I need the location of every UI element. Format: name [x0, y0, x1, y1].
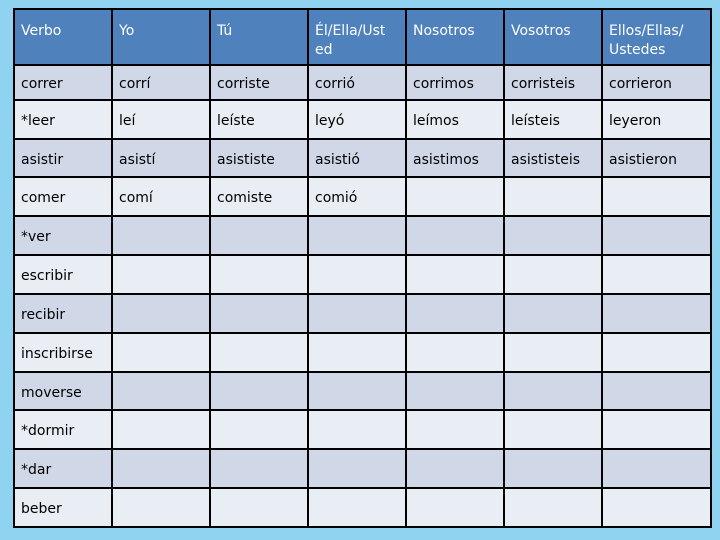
conjugation-cell	[210, 372, 308, 411]
table-row	[14, 333, 711, 372]
verb-cell: *leer	[14, 100, 112, 139]
verb-cell: recibir	[14, 294, 112, 333]
conjugation-cell	[308, 488, 406, 527]
conjugation-cell	[112, 449, 210, 488]
conjugation-cell	[112, 488, 210, 527]
header-ellos-ellas-ustedes: Ellos/Ellas/ Ustedes	[602, 9, 711, 65]
verb-cell: inscribirse	[14, 333, 112, 372]
conjugation-cell	[504, 488, 602, 527]
conjugation-cell	[504, 372, 602, 411]
conjugation-cell	[504, 449, 602, 488]
conjugation-cell	[308, 294, 406, 333]
conjugation-cell	[406, 410, 504, 449]
conjugation-cell: asistí	[112, 139, 210, 178]
conjugation-cell	[210, 449, 308, 488]
conjugation-cell: asististe	[210, 139, 308, 178]
conjugation-cell	[112, 255, 210, 294]
table-row	[14, 177, 711, 216]
conjugation-cell	[504, 410, 602, 449]
verb-cell: *ver	[14, 216, 112, 255]
table-row	[14, 449, 711, 488]
conjugation-cell	[308, 410, 406, 449]
conjugation-cell	[602, 255, 711, 294]
conjugation-table	[13, 8, 712, 528]
table-row	[14, 255, 711, 294]
conjugation-cell	[308, 372, 406, 411]
verb-cell: asistir	[14, 139, 112, 178]
table-row	[14, 488, 711, 527]
conjugation-cell	[504, 333, 602, 372]
verb-cell: moverse	[14, 372, 112, 411]
conjugation-cell	[602, 372, 711, 411]
conjugation-cell: comiste	[210, 177, 308, 216]
conjugation-cell	[406, 216, 504, 255]
conjugation-cell: corrimos	[406, 65, 504, 99]
conjugation-cell: corrieron	[602, 65, 711, 99]
conjugation-cell	[210, 255, 308, 294]
table-row	[14, 372, 711, 411]
conjugation-cell	[210, 410, 308, 449]
conjugation-cell	[406, 372, 504, 411]
header-yo: Yo	[112, 9, 210, 65]
conjugation-cell	[602, 333, 711, 372]
header-verbo: Verbo	[14, 9, 112, 65]
conjugation-cell	[210, 333, 308, 372]
verb-cell: correr	[14, 65, 112, 99]
conjugation-cell	[406, 449, 504, 488]
conjugation-cell: corriste	[210, 65, 308, 99]
conjugation-cell	[406, 488, 504, 527]
conjugation-cell: leímos	[406, 100, 504, 139]
conjugation-cell: asististeis	[504, 139, 602, 178]
table-row	[14, 139, 711, 178]
header-row	[14, 9, 711, 65]
header-vosotros: Vosotros	[504, 9, 602, 65]
conjugation-cell	[112, 372, 210, 411]
table-row	[14, 410, 711, 449]
conjugation-cell	[406, 177, 504, 216]
conjugation-cell: asistieron	[602, 139, 711, 178]
conjugation-cell: corristeis	[504, 65, 602, 99]
conjugation-cell: corrí	[112, 65, 210, 99]
conjugation-cell	[406, 255, 504, 294]
conjugation-cell	[602, 177, 711, 216]
conjugation-cell	[504, 294, 602, 333]
conjugation-cell	[504, 255, 602, 294]
conjugation-cell	[602, 488, 711, 527]
conjugation-cell	[602, 410, 711, 449]
conjugation-cell	[112, 216, 210, 255]
conjugation-cell	[602, 216, 711, 255]
verb-cell: *dar	[14, 449, 112, 488]
verb-cell: *dormir	[14, 410, 112, 449]
conjugation-cell	[308, 216, 406, 255]
conjugation-cell	[308, 333, 406, 372]
header-el-ella-usted: Él/Ella/Ust ed	[308, 9, 406, 65]
conjugation-cell	[406, 294, 504, 333]
conjugation-cell	[210, 294, 308, 333]
conjugation-cell: asistió	[308, 139, 406, 178]
conjugation-cell	[112, 294, 210, 333]
table-row	[14, 100, 711, 139]
conjugation-cell: leíste	[210, 100, 308, 139]
table-row	[14, 65, 711, 99]
conjugation-cell: leí	[112, 100, 210, 139]
conjugation-cell	[308, 449, 406, 488]
conjugation-cell	[504, 177, 602, 216]
header-tu: Tú	[210, 9, 308, 65]
conjugation-cell: leísteis	[504, 100, 602, 139]
table-row	[14, 216, 711, 255]
header-nosotros: Nosotros	[406, 9, 504, 65]
verb-cell: beber	[14, 488, 112, 527]
conjugation-cell	[210, 216, 308, 255]
conjugation-cell: leyó	[308, 100, 406, 139]
conjugation-cell	[602, 294, 711, 333]
conjugation-cell: leyeron	[602, 100, 711, 139]
conjugation-cell	[308, 255, 406, 294]
conjugation-cell	[210, 488, 308, 527]
conjugation-cell: asistimos	[406, 139, 504, 178]
conjugation-cell: comió	[308, 177, 406, 216]
conjugation-cell	[406, 333, 504, 372]
conjugation-cell	[112, 333, 210, 372]
conjugation-cell	[602, 449, 711, 488]
verb-cell: escribir	[14, 255, 112, 294]
verb-cell: comer	[14, 177, 112, 216]
conjugation-cell: comí	[112, 177, 210, 216]
table-row	[14, 294, 711, 333]
conjugation-cell: corrió	[308, 65, 406, 99]
conjugation-cell	[504, 216, 602, 255]
conjugation-cell	[112, 410, 210, 449]
